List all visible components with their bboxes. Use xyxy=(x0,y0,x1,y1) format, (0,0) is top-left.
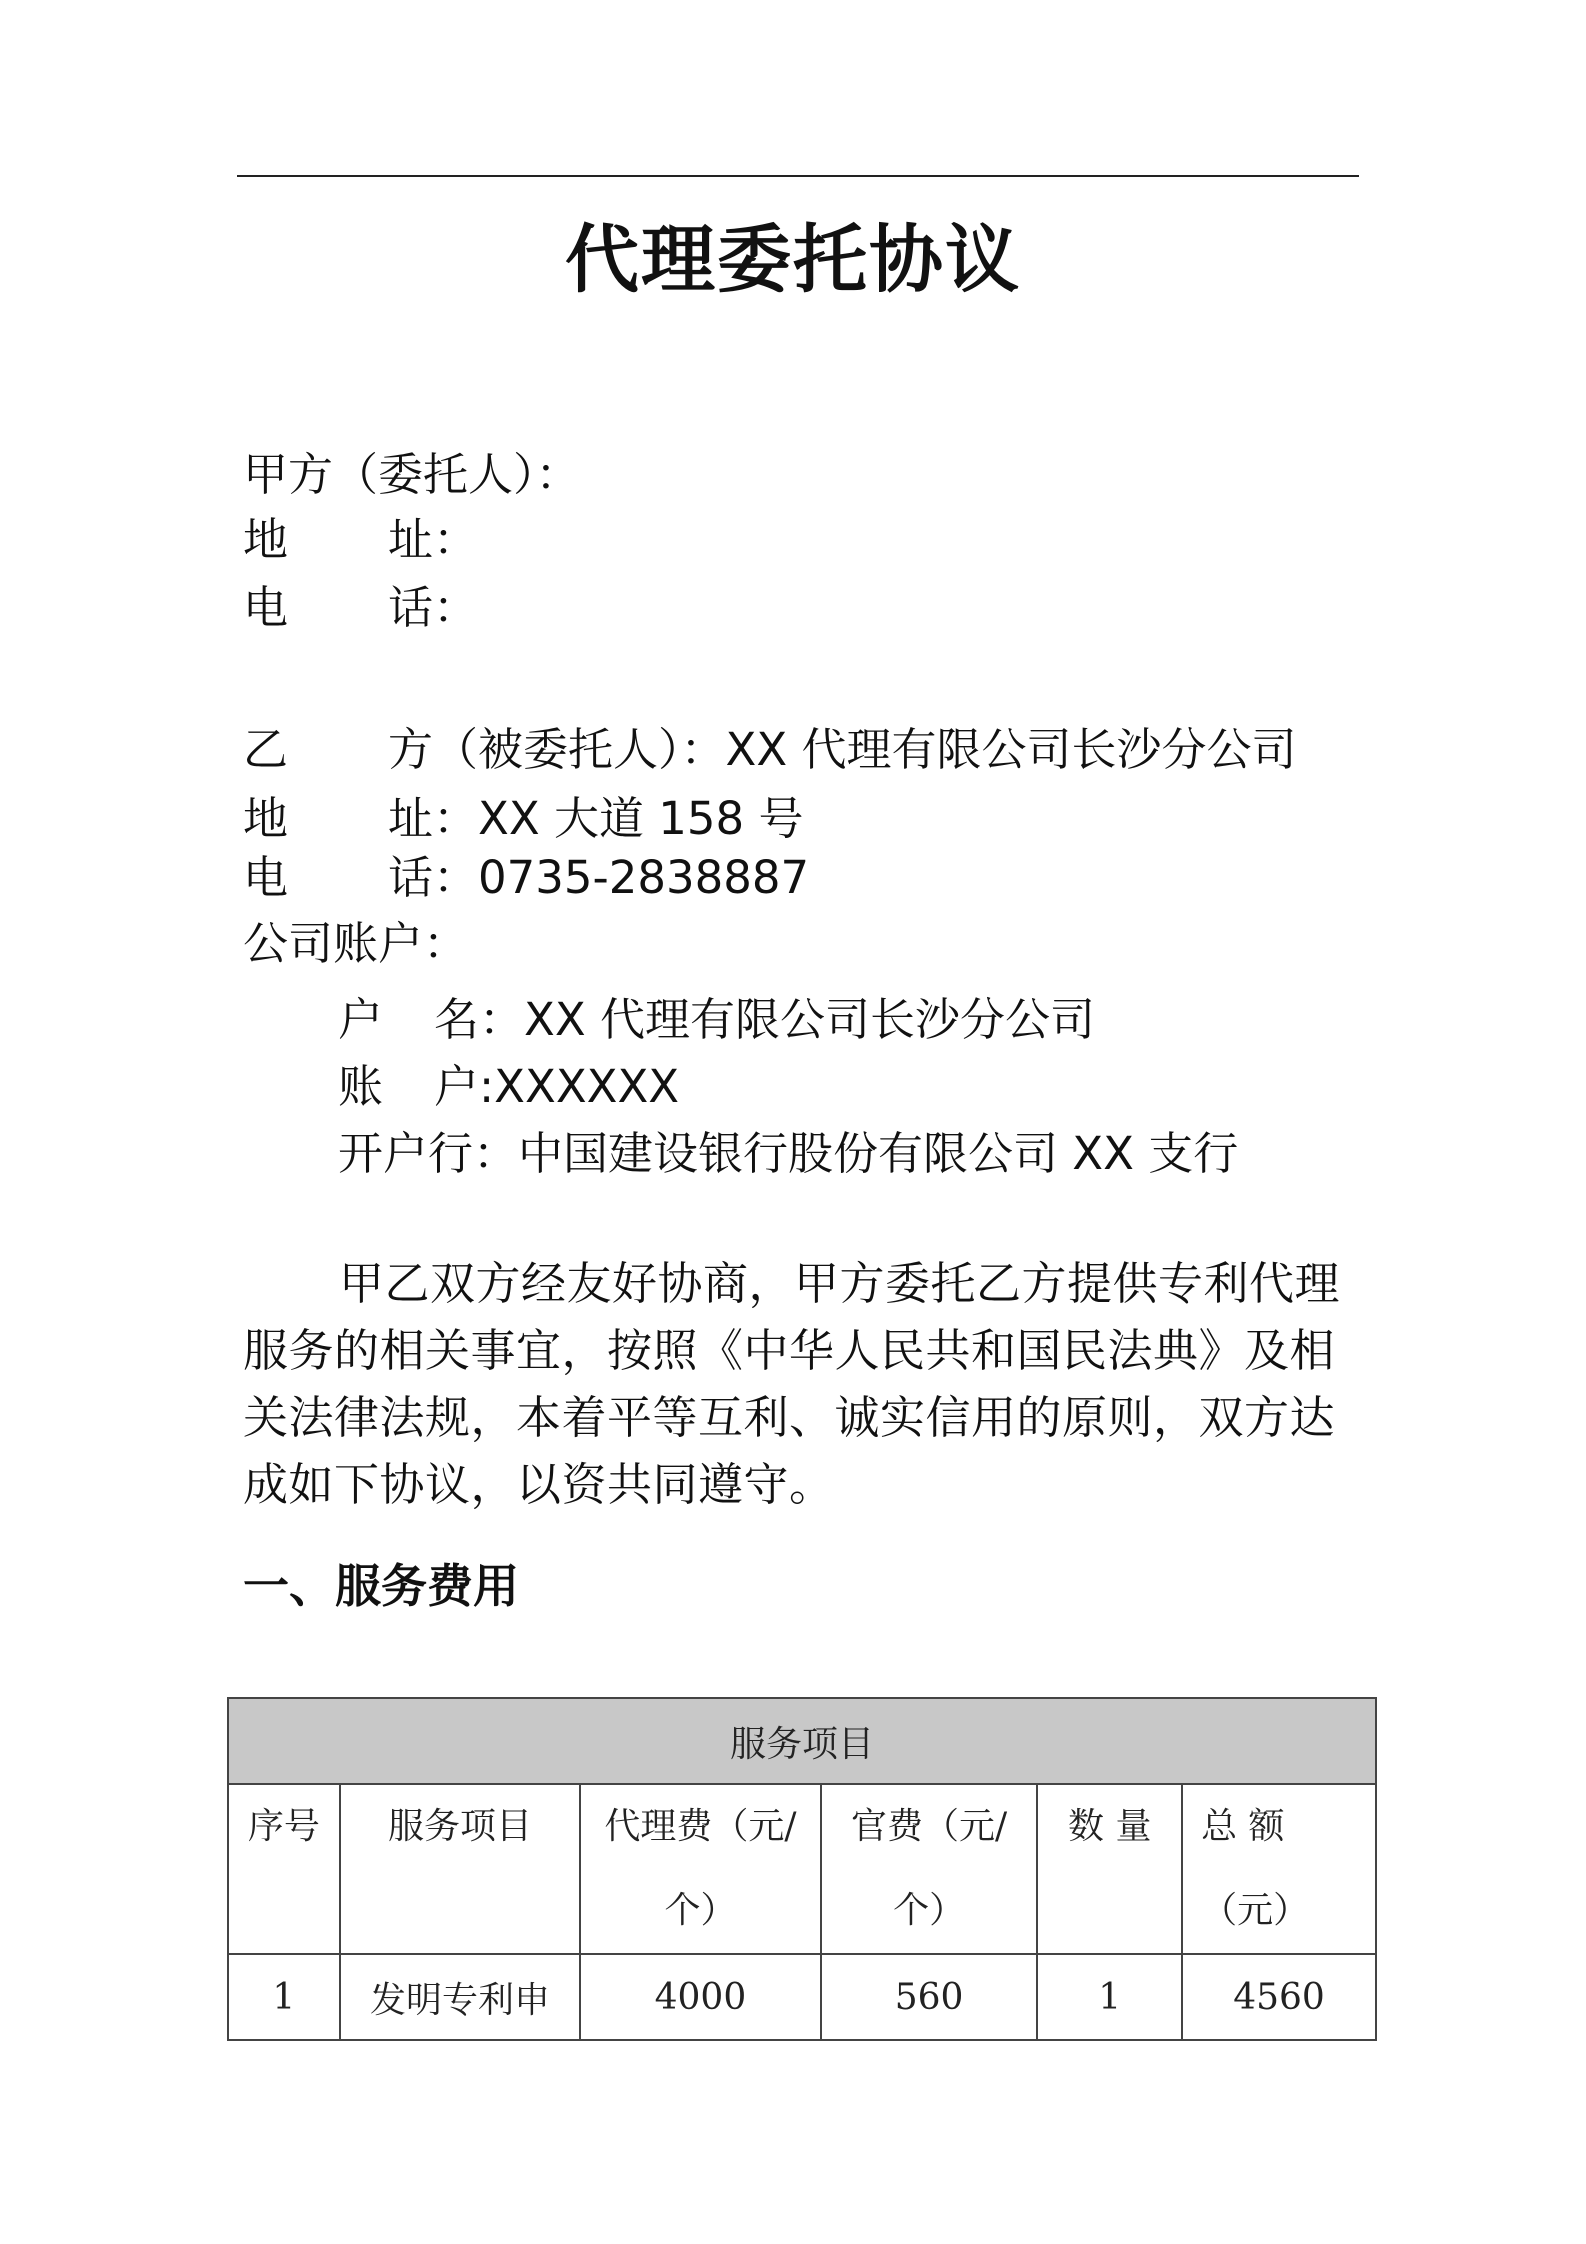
document-title: 代理委托协议 xyxy=(565,217,1021,303)
table-cell: 560 xyxy=(821,1954,1038,2040)
party-b-heading-rest: 方（被委托人）：XX 代理有限公司长沙分公司 xyxy=(388,723,1297,776)
table-cell: 1 xyxy=(228,1954,340,2040)
account-number xyxy=(338,1057,679,1117)
table-header-row xyxy=(228,1784,1376,1954)
column-header: 代理费（元/个） xyxy=(580,1784,821,1954)
party-b-phone xyxy=(243,848,809,908)
party-b-address-label: 地 xyxy=(243,792,289,845)
party-a-phone xyxy=(243,578,478,638)
party-a-address-label: 地 xyxy=(243,513,289,566)
header-rule xyxy=(237,175,1359,177)
party-a-phone-label-2: 话： xyxy=(388,581,479,634)
party-b-address-value: 址：XX 大道 158 号 xyxy=(388,792,804,845)
table-row xyxy=(228,1954,1376,2040)
party-a-phone-label: 电 xyxy=(243,581,289,634)
account-name xyxy=(338,990,1095,1050)
account-name-value: 名：XX 代理有限公司长沙分公司 xyxy=(434,993,1095,1046)
party-b-heading xyxy=(243,720,1296,780)
account-number-label: 账 xyxy=(338,1060,384,1113)
party-b-address xyxy=(243,789,803,849)
column-header: 服务项目 xyxy=(340,1784,580,1954)
bank-line: 开户行：中国建设银行股份有限公司 XX 支行 xyxy=(338,1127,1239,1180)
column-header: 总 额（元） xyxy=(1182,1784,1376,1954)
table-caption-row xyxy=(228,1698,1376,1784)
fee-table xyxy=(227,1697,1377,2041)
party-a-address-label-2: 址： xyxy=(388,513,479,566)
table-caption: 服务项目 xyxy=(228,1698,1376,1784)
party-b-heading-label: 乙 xyxy=(243,723,289,776)
intro-paragraph: 甲乙双方经友好协商，甲方委托乙方提供专利代理服务的相关事宜，按照《中华人民共和国民法典》及相关法律法规，本着平等互利、诚实信用的原则，双方达成如下协议，以资共同遵守。 xyxy=(243,1257,1341,1511)
table-cell: 发明专利申 xyxy=(340,1954,580,2040)
column-header: 数 量 xyxy=(1037,1784,1182,1954)
table-cell: 4560 xyxy=(1182,1954,1376,2040)
table-cell: 1 xyxy=(1037,1954,1182,2040)
party-b-phone-value: 话：0735-2838887 xyxy=(388,851,810,904)
company-account-heading: 公司账户： xyxy=(243,917,469,970)
party-a-heading: 甲方（委托人）： xyxy=(243,448,581,501)
account-number-value: 户:XXXXXX xyxy=(434,1060,680,1113)
column-header: 序号 xyxy=(228,1784,340,1954)
section-1-heading: 一、服务费用 xyxy=(243,1559,519,1613)
account-name-label: 户 xyxy=(338,993,384,1046)
party-b-phone-label: 电 xyxy=(243,851,289,904)
column-header: 官费（元/个） xyxy=(821,1784,1038,1954)
table-cell: 4000 xyxy=(580,1954,821,2040)
party-a-address xyxy=(243,510,478,570)
